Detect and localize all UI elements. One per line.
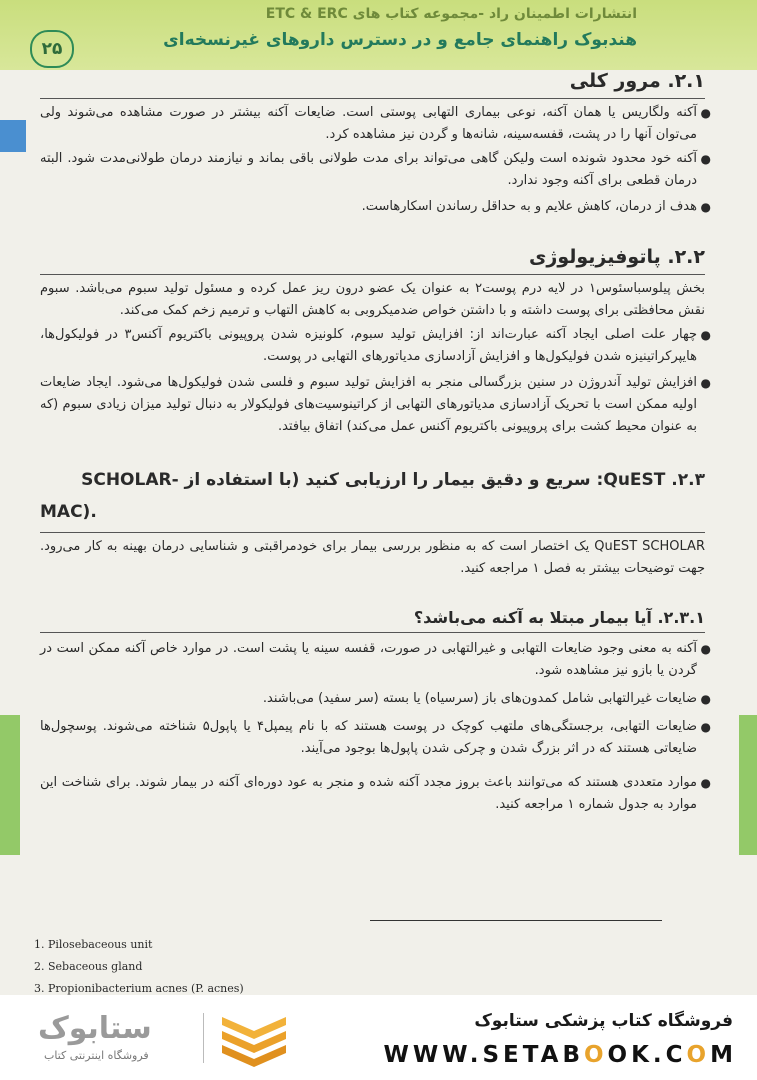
footnote-1: 1. Pilosebaceous unit (34, 938, 153, 951)
bullet-icon: ● (700, 776, 711, 790)
heading-rule (40, 632, 705, 633)
section-heading-overview: ۲.۱. مرور کلی (569, 70, 705, 92)
list-item: ● ضایعات غیرالتهابی شامل کمدون‌های باز (سرسیاه) یا بسته (سر سفید) می‌باشند. (40, 688, 697, 710)
bullet-icon: ● (700, 692, 711, 706)
store-logo-subtitle: فروشگاه اینترنتی کتاب (44, 1049, 149, 1062)
list-item: ● هدف از درمان، کاهش علایم و به حداقل رساندن اسکارهاست. (40, 196, 697, 218)
series-line: انتشارات اطمینان راد -مجموعه کتاب های ETC & ERC (265, 6, 637, 22)
paragraph: بخش پیلوسباسئوس۱ در لایه درم پوست۲ به عنوان یک عضو درون ریز عمل کرده و مسئول تولید سبوم می‌باشد. سبوم نقش محافظتی برای پوست داشته و با داشتن خواص ضدمیکروبی به کاهش التهاب و ترمیم زخم کمک می‌کند. (40, 281, 706, 318)
section-heading-quest-cont: MAC). (40, 502, 97, 522)
heading-rule (40, 532, 705, 533)
list-item: ● ضایعات التهابی، برجستگی‌های ملتهب کوچک در پوست هستند که با نام پیمپل۴ یا پاپول۵ شناخته می‌شوند. پوسچول‌ها ضایعاتی هستند که در اثر بزرگ شدن و چرکی شدن پاپول‌ها بوجود می‌آیند. (40, 716, 697, 760)
footnote-3: 3. Propionibacterium acnes (P. acnes) (34, 982, 244, 995)
side-marker-right (739, 715, 757, 855)
section-heading-pathophysiology: ۲.۲. پاتوفیزیولوژی (528, 246, 705, 268)
bullet-icon: ● (700, 328, 711, 342)
logo-divider (203, 1013, 204, 1063)
bullet-icon: ● (700, 106, 711, 120)
book-stack-icon (214, 1009, 294, 1069)
store-url[interactable]: WWW.SETABOOK.COM (383, 1042, 737, 1068)
bullet-icon: ● (700, 376, 711, 390)
store-name: فروشگاه کتاب پزشکی ستابوک (474, 1011, 733, 1031)
subsection-heading-acne-check: ۲.۳.۱. آیا بیمار مبتلا به آکنه می‌باشد؟ (413, 608, 705, 627)
bullet-icon: ● (700, 200, 711, 214)
footnote-2: 2. Sebaceous gland (34, 960, 143, 973)
list-item: ● آکنه خود محدود شونده است ولیکن گاهی می‌تواند برای مدت طولانی باقی بماند و نیازمند درمان طولانی‌مدت شود. البته درمان قطعی برای آکنه وجود ندارد. (40, 148, 697, 192)
store-banner (0, 995, 757, 1080)
heading-rule (40, 274, 705, 275)
footnote-divider (370, 920, 662, 921)
heading-rule (40, 98, 705, 99)
list-item: ● چهار علت اصلی ایجاد آکنه عبارت‌اند از: افزایش تولید سبوم، کلونیزه شدن پروپیونی باکتریوم آکنس۳ در فولیکول‌ها، هایپرکراتینیزه شدن فولیکول‌ها و افزایش آزادسازی مدیاتورهای التهابی در پوست. (40, 324, 697, 368)
bullet-icon: ● (700, 642, 711, 656)
page-number: ۲۵ (30, 30, 74, 68)
list-item: ● افزایش تولید آندروژن در سنین بزرگسالی منجر به افزایش تولید سبوم و فلسی شدن فولیکول‌ها می‌شود. ایجاد ضایعات اولیه ممکن است با تحریک آزادسازی مدیاتورهای التهابی از کراتینوسیت‌های فولیکولار به دنبال تولید میزان زیادی سبوم (که به عنوان محیط کشت برای پروپیونی باکتریوم آکنس عمل می‌کند) اتفاق بیافتد. (40, 372, 697, 438)
list-item: ● موارد متعددی هستند که می‌توانند باعث بروز مجدد آکنه شده و منجر به عود دوره‌ای آکنه در بیمار شوند. برای شناخت این موارد به جدول شماره ۱ مراجعه کنید. (40, 772, 697, 816)
page-header (0, 0, 757, 70)
book-title: هندبوک راهنمای جامع و در دسترس داروهای غیرنسخه‌ای (163, 30, 637, 50)
footnotes (34, 934, 244, 995)
bullet-icon: ● (700, 152, 711, 166)
side-marker-left (0, 715, 20, 855)
list-item: ● آکنه به معنی وجود ضایعات التهابی و غیرالتهابی در صورت، قفسه سینه یا پشت است. در موارد خاص آکنه ممکن است در گردن یا بازو نیز مشاهده شود. (40, 638, 697, 682)
list-item: ● آکنه ولگاریس یا همان آکنه، نوعی بیماری التهابی پوستی است. ضایعات آکنه بیشتر در صورت مشاهده می‌شوند ولی می‌توان آنها را در پشت، قفسه‌سینه، شانه‌ها و گردن نیز مشاهده کرد. (40, 102, 697, 146)
store-logo-text: ستابوک (38, 1011, 152, 1046)
paragraph: QuEST SCHOLAR یک اختصار است که به منظور بررسی بیمار برای خودمراقبتی و شناسایی درمان بهینه به کار می‌رود. جهت توضیحات بیشتر به فصل ۱ مراجعه کنید. (40, 539, 705, 576)
chapter-tab (0, 120, 26, 152)
bullet-icon: ● (700, 720, 711, 734)
section-heading-quest: ۲.۳. QuEST: سریع و دقیق بیمار را ارزیابی کنید (با استفاده از -SCHOLAR (81, 470, 705, 490)
